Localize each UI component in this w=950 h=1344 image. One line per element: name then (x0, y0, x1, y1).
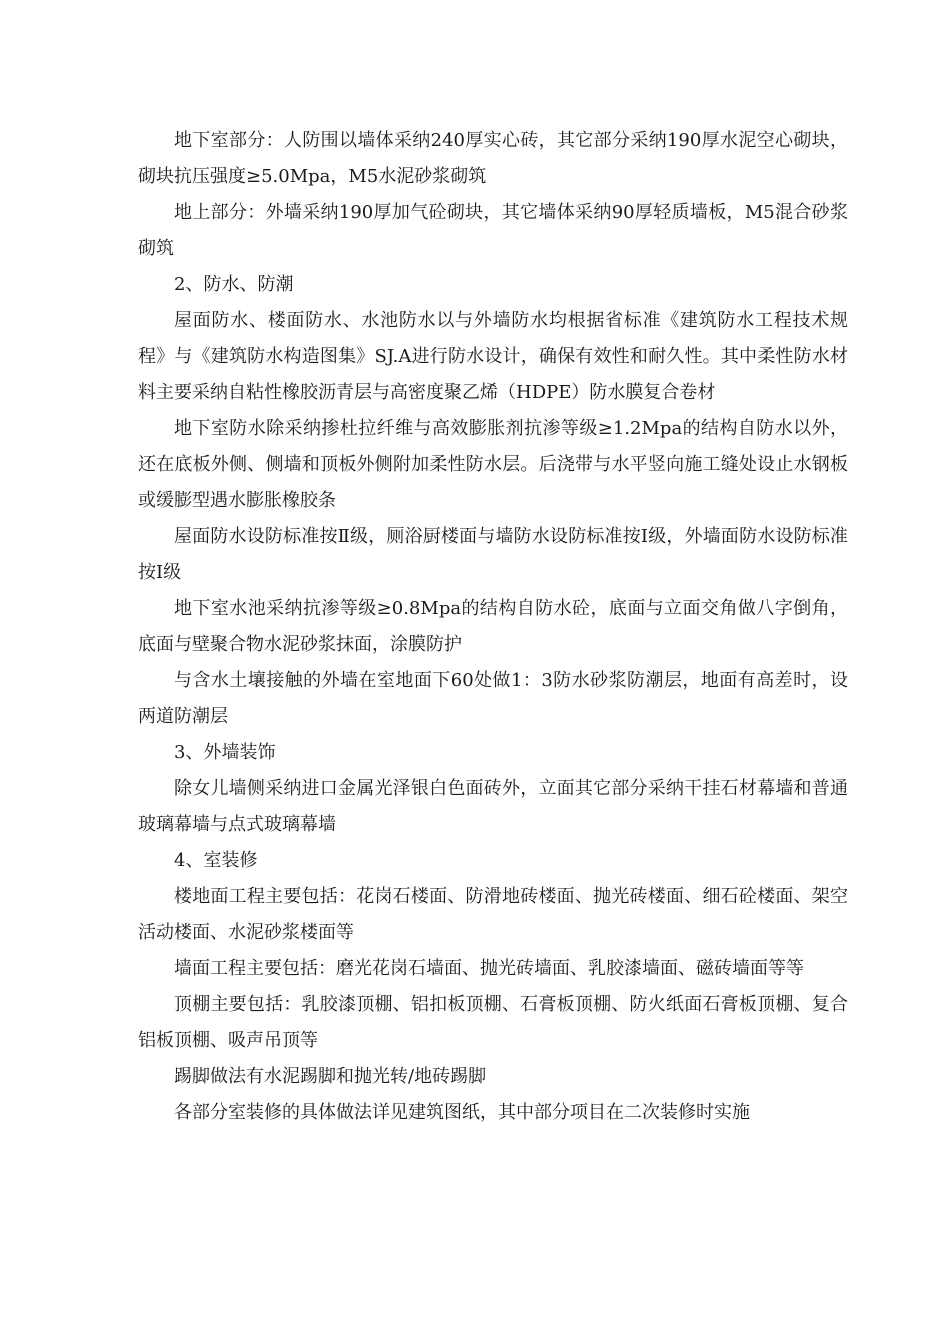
paragraph-waterproofing-grade: 屋面防水设防标准按Ⅱ级，厕浴厨楼面与墙防水设防标准按Ⅰ级，外墙面防水设防标准按Ⅰ级 (138, 526, 848, 583)
paragraph-damp-proofing: 与含水土壤接触的外墙在室地面下60处做1：3防水砂浆防潮层，地面有高差时，设两道防潮层 (138, 670, 848, 727)
paragraph-pool-waterproofing: 地下室水池采纳抗渗等级≥0.8Mpa的结构自防水砼，底面与立面交角做八字倒角，底面与壁聚合物水泥砂浆抹面，涂膜防护 (138, 598, 848, 655)
document-body (138, 123, 848, 1131)
paragraph-basement-waterproofing: 地下室防水除采纳掺杜拉纤维与高效膨胀剂抗渗等级≥1.2Mpa的结构自防水以外，还在底板外侧、侧墙和顶板外侧附加柔性防水层。后浇带与水平竖向施工缝处设止水钢板或缓膨型遇水膨胀橡胶条 (138, 418, 848, 511)
paragraph-floor-works: 楼地面工程主要包括：花岗石楼面、防滑地砖楼面、抛光砖楼面、细石砼楼面、架空活动楼面、水泥砂浆楼面等 (138, 886, 848, 943)
paragraph-basement-walls: 地下室部分：人防围以墙体采纳240厚实心砖，其它部分采纳190厚水泥空心砌块，砌块抗压强度≥5.0Mpa，M5水泥砂浆砌筑 (138, 130, 848, 187)
section-heading-waterproofing: 2、防水、防潮 (174, 274, 294, 295)
paragraph-exterior-finish: 除女儿墙侧采纳进口金属光泽银白色面砖外，立面其它部分采纳干挂石材幕墙和普通玻璃幕墙与点式玻璃幕墙 (138, 778, 848, 835)
paragraph-above-ground-walls: 地上部分：外墙采纳190厚加气砼砌块，其它墙体采纳90厚轻质墙板，M5混合砂浆砌筑 (138, 202, 848, 259)
paragraph-ceiling-works: 顶棚主要包括：乳胶漆顶棚、铝扣板顶棚、石膏板顶棚、防火纸面石膏板顶棚、复合铝板顶棚、吸声吊顶等 (138, 994, 848, 1051)
section-heading-exterior-finish: 3、外墙装饰 (174, 742, 276, 763)
paragraph-interior-details: 各部分室装修的具体做法详见建筑图纸，其中部分项目在二次装修时实施 (174, 1102, 750, 1123)
paragraph-skirting: 踢脚做法有水泥踢脚和抛光转/地砖踢脚 (174, 1066, 487, 1087)
paragraph-wall-works: 墙面工程主要包括：磨光花岗石墙面、抛光砖墙面、乳胶漆墙面、磁砖墙面等等 (174, 958, 804, 979)
paragraph-roof-waterproofing: 屋面防水、楼面防水、水池防水以与外墙防水均根据省标准《建筑防水工程技术规程》与《建筑防水构造图集》SJ.A进行防水设计，确保有效性和耐久性。其中柔性防水材料主要采纳自粘性橡胶沥青层与高密度聚乙烯（HDPE）防水膜复合卷材 (138, 310, 848, 403)
section-heading-interior-finish: 4、室装修 (174, 850, 258, 871)
